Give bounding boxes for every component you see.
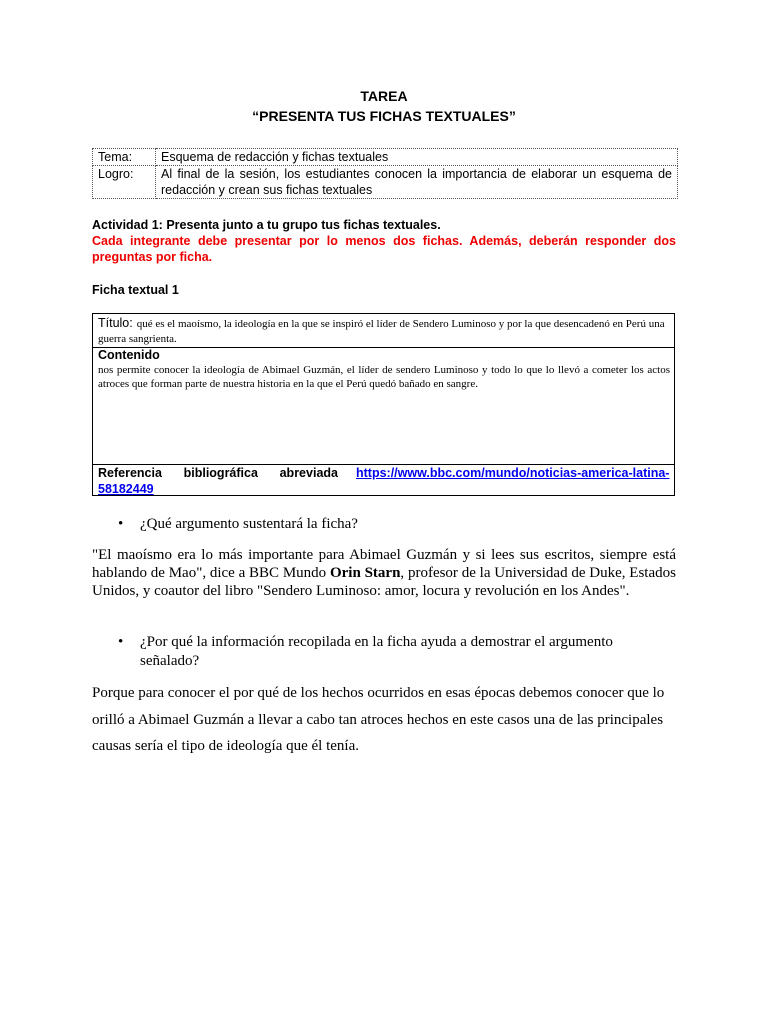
titulo-text: qué es el maoísmo, la ideología en la que se inspiró el líder de Sendero Luminoso y por la que desencadenó en Perú una guerra sangrienta. xyxy=(98,318,665,345)
ref-label-word: abreviada xyxy=(279,466,338,480)
contenido-text: nos permite conocer la ideología de Abimael Guzmán, el líder de sendero Luminoso y todo lo que lo llevó a cometer los actos atroces que forman parte de nuestra historia en la que el Perú quedó bañado en sangre. xyxy=(98,364,670,390)
ref-label xyxy=(98,465,338,481)
quote-name: Orin Starn xyxy=(329,565,401,581)
question-1-text: ¿Qué argumento sustentará la ficha? xyxy=(140,516,358,532)
tema-value: Esquema de redacción y fichas textuales xyxy=(156,149,678,166)
ref-cell xyxy=(98,465,670,497)
bullet-icon: • xyxy=(118,634,124,650)
tema-key: Tema: xyxy=(93,149,156,166)
ficha-ref-row xyxy=(93,464,674,495)
doc-subtitle: “PRESENTA TUS FICHAS TEXTUALES” xyxy=(252,108,516,124)
titulo-label: Título: xyxy=(98,316,133,330)
ref-label-word: Referencia xyxy=(98,466,162,480)
ficha-label: Ficha textual 1 xyxy=(92,283,179,297)
quote-paragraph xyxy=(92,546,676,600)
table-row xyxy=(93,149,678,166)
ficha-title-cell xyxy=(98,316,668,346)
question-2-text: ¿Por qué la información recopilada en la ficha ayuda a demostrar el argumento señalado? xyxy=(140,634,613,669)
answer-paragraph: Porque para conocer el por qué de los hechos ocurridos en esas épocas debemos conocer que lo orilló a Abimael Guzmán a llevar a cabo tan atroces hechos en este casos una de las principales causas sería el tipo de ideología que él tenía. xyxy=(92,685,665,754)
activity-heading: Actividad 1: Presenta junto a tu grupo tus fichas textuales. xyxy=(92,218,441,232)
quote-before: "El maoísmo era lo más importante para Abimael Guzmán y si lees sus escritos, siempre está hablando de Mao", dice a BBC Mundo xyxy=(92,547,676,581)
ref-link[interactable]: https://www.bbc.com/mundo/noticias-america-latina-58182449 xyxy=(98,466,670,496)
logro-key: Logro: xyxy=(93,166,156,199)
quote-after: , profesor de la Universidad de Duke, Estados Unidos, y coautor del libro "Sendero Luminoso: amor, locura y revolución en los Andes". xyxy=(92,565,676,599)
ficha-content-row xyxy=(93,347,674,465)
ficha-card xyxy=(92,313,675,496)
doc-title: TAREA xyxy=(360,88,408,104)
activity-instruction: Cada integrante debe presentar por lo menos dos fichas. Además, deberán responder dos preguntas por ficha. xyxy=(92,234,676,264)
ficha-title-row xyxy=(93,314,674,348)
table-row xyxy=(93,166,678,199)
logro-value: Al final de la sesión, los estudiantes conocen la importancia de elaborar un esquema de redacción y crean sus fichas textuales xyxy=(156,166,678,199)
info-table xyxy=(92,148,678,199)
contenido-label: Contenido xyxy=(98,348,160,362)
bullet-icon: • xyxy=(118,516,124,532)
ref-label-word: bibliográfica xyxy=(183,466,258,480)
